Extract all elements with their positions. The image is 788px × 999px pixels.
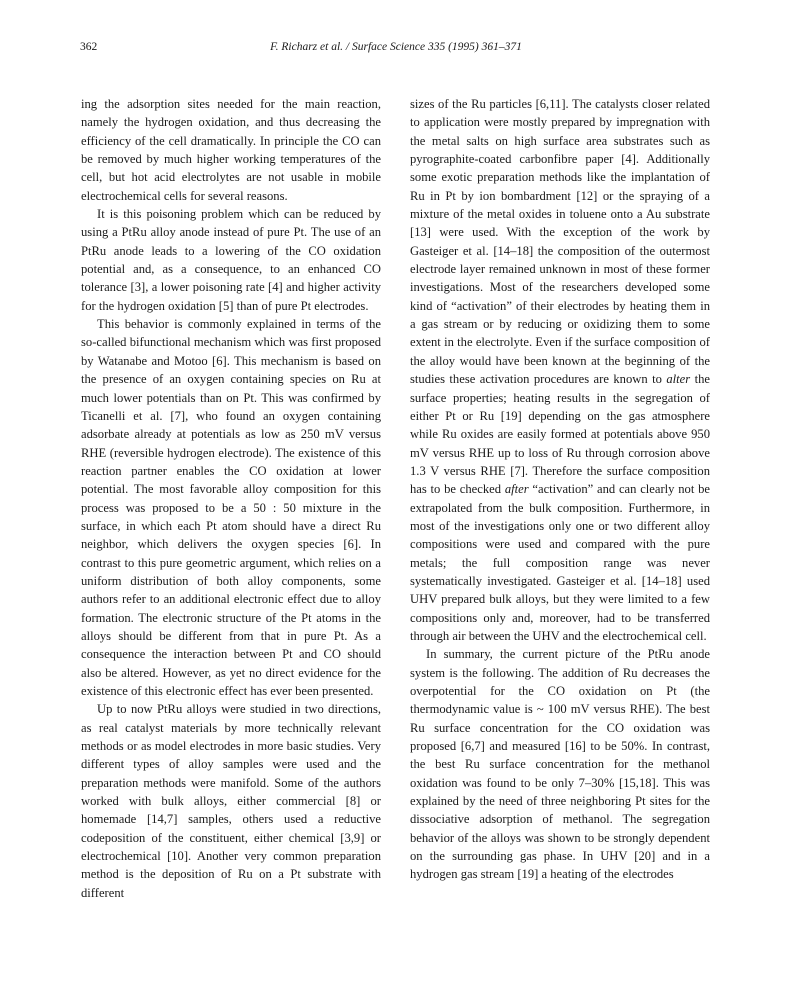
paragraph [410,95,710,645]
running-title: F. Richarz et al. / Surface Science 335 (1995) 361–371 [270,41,522,53]
right-column [410,95,710,884]
text-run: “activation” and can clearly not be extrapolated from the bulk composition. Furthermore, in most of the investigations only one or two different alloy compositions were used and compared with the pure metals; the full composition range was never systematically investigated. Gasteiger et al. [14–18] used UHV prepared bulk alloys, but they were limited to a few compositions only and, moreover, had to be transferred through air between the UHV and the electrochemical cell. [410,482,710,643]
text-run: sizes of the Ru particles [6,11]. The catalysts closer related to application were mostly prepared by impregnation with the metal salts on high surface area substrates such as pyrographite-coated carbonfibre paper [4]. Additionally some exotic preparation methods like the implantation of Ru in Pt by ion bombardment [12] or the spraying of a mixture of the metal oxides in toluene onto a Au substrate [13] were used. With the exception of the work by Gasteiger et al. [14–18] the composition of the outermost electrode layer remained unknown in most of these former investigations. Most of the researchers developed some kind of “activation” of their electrodes by heating them in a gas stream or by reducing or oxidizing them to some extent in the electrolyte. Even if the surface composition of the alloy would have been known at the beginning of the studies these activation procedures are known to [410,97,710,387]
paragraph: Up to now PtRu alloys were studied in two directions, as real catalyst materials by more technically relevant methods or as model electrodes in more basic studies. Very different types of alloy samples were used and the preparation methods were manifold. Some of the authors worked with bulk alloys, either commercial [8] or homemade [14,7] samples, others used a reductive codeposition of the constituent, either chemical [3,9] or electrochemical [10]. Another very common preparation method is the deposition of Ru on a Pt substrate with different [81,702,381,900]
emphasis: after [504,482,529,497]
paragraph: This behavior is commonly explained in terms of the so-called bifunctional mechanism which was first proposed by Watanabe and Motoo [6]. This mechanism is based on the presence of an oxygen containing species on Ru at much lower potentials than on Pt. This was confirmed by Ticanelli et al. [7], who found an oxygen containing adsorbate already at potentials as low as 250 mV versus RHE (reversible hydrogen electrode). The existence of this reaction partner enables the CO oxidation at lower potential. The most favorable alloy composition for this process was proposed to be a 50 : 50 mixture in the surface, in which each Pt atom should have a direct Ru neighbor, which delivers the oxygen species [6]. In contrast to this pure geometric argument, which relies on a uniform distribution of both alloy components, some authors refer to an additional electronic effect due to alloy formation. The electronic structure of the Pt atoms in the alloys should be different from that in pure Pt. As a consequence the interaction between Pt and CO should also be altered. However, as yet no direct evidence for the existence of this electronic effect has ever been presented. [81,317,381,698]
paragraph: ing the adsorption sites needed for the main reaction, namely the hydrogen oxidation, and thus decreasing the efficiency of the cell dramatically. In principle the CO can be removed by much higher working temperatures of the cell, but hot acid electrolytes are not usable in mobile electrochemical cells for several reasons. [81,97,381,203]
paragraph: It is this poisoning problem which can be reduced by using a PtRu alloy anode instead of pure Pt. The use of an PtRu anode leads to a lowering of the CO oxidation potential and, as a consequence, to an enhanced CO tolerance [3], a lower poisoning rate [4] and higher activity for the hydrogen oxidation [5] than of pure Pt electrodes. [81,207,381,313]
page-number: 362 [80,41,98,53]
text-run: the surface properties; heating results in the segregation of either Pt or Ru [19] depending on the gas atmosphere while Ru oxides are easily formed at potentials above 950 mV versus RHE up to loss of Ru through corrosion above 1.3 V versus RHE [7]. Therefore the surface composition has to be checked [410,372,710,497]
left-column [81,95,381,902]
page-header [72,41,720,59]
paragraph: In summary, the current picture of the PtRu anode system is the following. The addition of Ru decreases the overpotential for the CO oxidation on Pt (the thermodynamic value is ~ 100 mV versus RHE). The best Ru surface concentration for the CO oxidation was proposed [6,7] and measured [16] to be 50%. In contrast, the best Ru surface concentration for the methanol oxidation was found to be only 7–30% [15,18]. This was explained by the need of three neighboring Pt sites for the dissociative adsorption of methanol. The segregation behavior of the alloys was shown to be strongly dependent on the surrounding gas phase. In UHV [20] and in a hydrogen gas stream [19] a heating of the electrodes [410,647,710,882]
emphasis: alter [666,372,691,387]
